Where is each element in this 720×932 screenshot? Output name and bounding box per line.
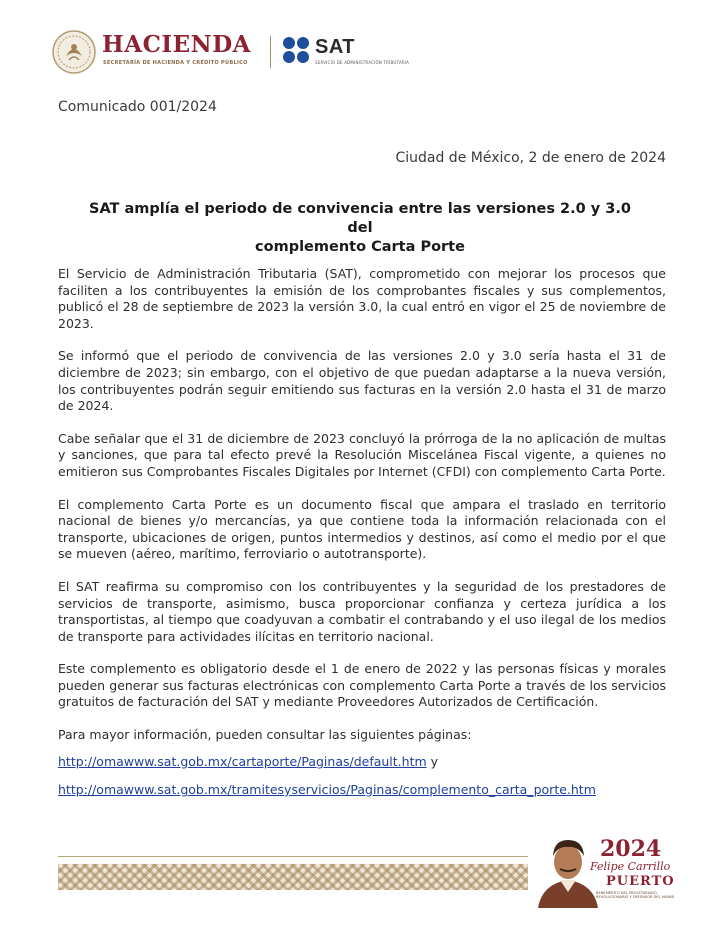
paragraph-5: El SAT reafirma su compromiso con los contribuyentes y la seguridad de los prestadores de servicios de transporte, asimismo, busca proporcionar confianza y certeza jurídica a los transportistas, al tiempo que coadyuvan a combatir el contrabando y el uso ilegal de los medios de transporte para actividades ilícitas en territorio nacional. [58,578,666,644]
paragraph-4: El complemento Carta Porte es un documento fiscal que ampara el traslado en territorio nacional de bienes y/o mercancías, ya que contiene toda la información relacionada con el transporte, ubicaciones de origen, puntos intermedios y destinos, así como el medio por el que se mueven (aéreo, marítimo, ferroviario o autotransporte). [58,496,666,562]
logo-divider [270,36,271,68]
paragraph-1: El Servicio de Administración Tributaria (SAT), comprometido con mejorar los procesos que faciliten a los contribuyentes la emisión de los comprobantes fiscales y sus complementos, publicó el 28 de septiembre de 2023 la versión 3.0, la cual entró en vigor el 25 de noviembre de 2023. [58,266,666,331]
hacienda-subtitle: SECRETARÍA DE HACIENDA Y CRÉDITO PÚBLICO [103,60,248,66]
hacienda-logo-text: HACIENDA [102,31,251,58]
year-name-line-2: PUERTO [606,874,675,889]
complemento-link[interactable]: http://omawww.sat.gob.mx/tramitesyservicios/Paginas/complemento_carta_porte.htm [58,782,596,798]
more-info-text: Para mayor información, pueden consultar las siguientes páginas: [58,727,472,743]
decorative-band [58,864,528,890]
year-tagline: BENEMÉRITO DEL PROLETARIADO, REVOLUCIONARIO Y DEFENSOR DEL MAYAB [596,891,674,900]
paragraph-2: Se informó que el periodo de convivencia de las versiones 2.0 y 3.0 sería hasta el 31 de diciembre de 2023; sin embargo, con el objetivo de que puedan adaptarse a la nueva versión, los contribuyentes podrán seguir emitiendo sus facturas en la versión 2.0 hasta el 31 de marzo de 2024. [58,348,666,414]
sat-logo-icon [282,36,312,66]
year-name-line-1: Felipe Carrillo [590,860,671,873]
comunicado-number: Comunicado 001/2024 [58,99,217,115]
mexico-seal-icon [52,30,96,74]
paragraph-3: Cabe señalar que el 31 de diciembre de 2023 concluyó la prórroga de la no aplicación de multas y sanciones, que para tal efecto prevé la Resolución Miscelánea Fiscal vigente, a quienes no emitieron sus Comprobantes Fiscales Digitales por Internet (CFDI) con complemento Carta Porte. [58,430,666,479]
sat-subtitle: SERVICIO DE ADMINISTRACIÓN TRIBUTARIA [315,60,410,65]
year-logo: 2024 [600,836,662,862]
link-line-1 [58,754,666,771]
sat-logo-text: SAT [315,36,356,58]
document-body [58,266,666,811]
document-title [80,200,640,257]
link-suffix: y [426,753,439,769]
document-date: Ciudad de México, 2 de enero de 2024 [395,150,666,166]
footer-divider [58,856,528,857]
letterhead [52,28,452,78]
paragraph-6: Este complemento es obligatorio desde el 1 de enero de 2022 y las personas físicas y morales pueden generar sus facturas electrónicas con complemento Carta Porte a través de los servicios gratuitos de facturación del SAT y mediante Proveedores Autorizados de Certificación. [58,661,666,710]
title-line-2: complemento Carta Porte [255,239,465,255]
cartaporte-link[interactable]: http://omawww.sat.gob.mx/cartaporte/Paginas/default.htm [58,753,427,769]
link-line-2 [58,782,666,799]
title-line-1: SAT amplía el periodo de convivencia entre las versiones 2.0 y 3.0 del [89,201,631,236]
